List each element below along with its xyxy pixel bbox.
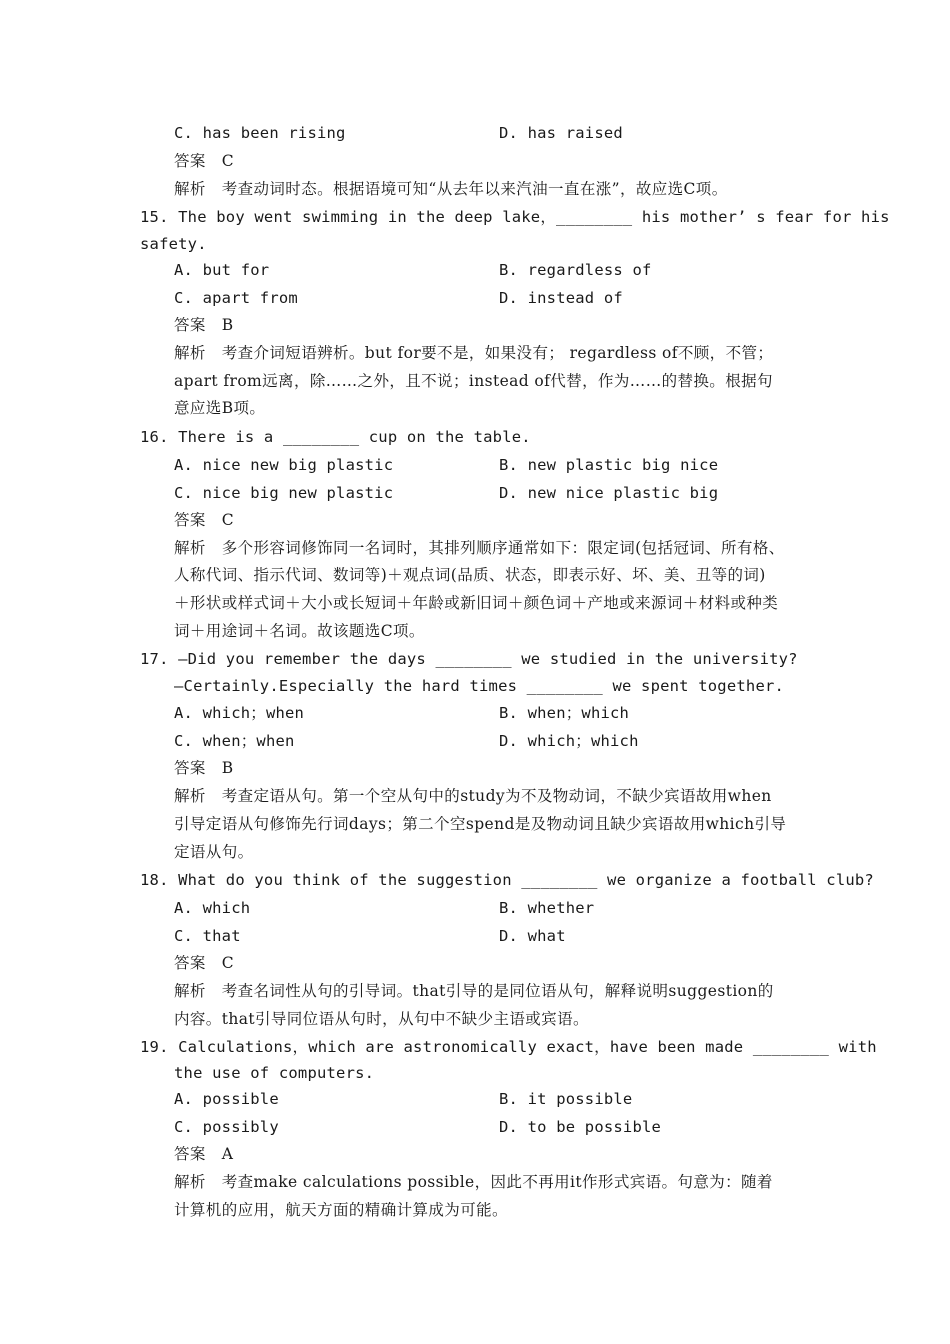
q16-analysis-line1: 解析 多个形容词修饰同一名词时，其排列顺序通常如下：限定词(包括冠词、所有格、 xyxy=(174,539,785,557)
q17-option-c: C. when；when xyxy=(174,732,295,750)
q16-analysis-line4: 词＋用途词＋名词。故该题选C项。 xyxy=(174,622,425,640)
q16-option-d: D. new nice plastic big xyxy=(499,484,719,502)
q15-stem-line1: 15. The boy went swimming in the deep lake，________ his mother’ s fear for his xyxy=(140,208,890,226)
q16-option-b: B. new plastic big nice xyxy=(499,456,719,474)
q15-analysis-line2: apart from远离，除……之外，且不说；instead of代替，作为……的替换。根据句 xyxy=(174,372,773,390)
q19-option-b: B. it possible xyxy=(499,1090,633,1108)
q15-analysis-line1: 解析 考查介词短语辨析。but for要不是，如果没有； regardless of不顾，不管； xyxy=(174,344,774,362)
q17-stem-line1: 17. —Did you remember the days ________ we studied in the university? xyxy=(140,650,798,668)
q17-analysis-line1: 解析 考查定语从句。第一个空从句中的study为不及物动词，不缺少宾语故用when xyxy=(174,787,772,805)
q18-analysis-line2: 内容。that引导同位语从句时，从句中不缺少主语或宾语。 xyxy=(174,1010,589,1028)
q19-analysis-line1: 解析 考查make calculations possible，因此不再用it作形式宾语。句意为：随着 xyxy=(174,1173,773,1191)
q15-analysis-line3: 意应选B项。 xyxy=(174,399,266,417)
q17-option-b: B. when；which xyxy=(499,704,630,722)
q18-option-a: A. which xyxy=(174,899,251,917)
q17-analysis-line2: 引导定语从句修饰先行词days；第二个空spend是及物动词且缺少宾语故用which引导 xyxy=(174,815,787,833)
q17-option-a: A. which；when xyxy=(174,704,305,722)
q18-option-b: B. whether xyxy=(499,899,595,917)
q18-option-c: C. that xyxy=(174,927,241,945)
q14-option-c: C. has been rising xyxy=(174,124,346,142)
q16-answer: 答案 C xyxy=(174,511,234,529)
q18-option-d: D. what xyxy=(499,927,566,945)
q15-option-a: A. but for xyxy=(174,261,270,279)
q15-option-d: D. instead of xyxy=(499,289,623,307)
q19-analysis-line2: 计算机的应用，航天方面的精确计算成为可能。 xyxy=(174,1201,508,1219)
q17-answer: 答案 B xyxy=(174,759,234,777)
q15-answer: 答案 B xyxy=(174,316,234,334)
q17-option-d: D. which；which xyxy=(499,732,639,750)
q19-stem-line2: the use of computers. xyxy=(174,1064,375,1082)
q15-option-b: B. regardless of xyxy=(499,261,652,279)
q18-answer: 答案 C xyxy=(174,954,234,972)
q19-option-c: C. possibly xyxy=(174,1118,279,1136)
q17-analysis-line3: 定语从句。 xyxy=(174,843,254,861)
q14-answer: 答案 C xyxy=(174,152,234,170)
q19-option-a: A. possible xyxy=(174,1090,279,1108)
q16-option-c: C. nice big new plastic xyxy=(174,484,394,502)
q16-analysis-line2: 人称代词、指示代词、数词等)＋观点词(品质、状态，即表示好、坏、美、丑等的词) xyxy=(174,566,766,584)
q14-option-d: D. has raised xyxy=(499,124,623,142)
q19-stem-line1: 19. Calculations，which are astronomically exact，have been made ________ with xyxy=(140,1038,877,1056)
q19-answer: 答案 A xyxy=(174,1145,234,1163)
q18-stem: 18. What do you think of the suggestion ________ we organize a football club? xyxy=(140,871,874,889)
q14-analysis: 解析 考查动词时态。根据语境可知“从去年以来汽油一直在涨”，故应选C项。 xyxy=(174,180,728,198)
q16-analysis-line3: ＋形状或样式词＋大小或长短词＋年龄或新旧词＋颜色词＋产地或来源词＋材料或种类 xyxy=(174,594,779,612)
q17-stem-line2: —Certainly.Especially the hard times ________ we spent together. xyxy=(174,677,785,695)
q16-option-a: A. nice new big plastic xyxy=(174,456,394,474)
q19-option-d: D. to be possible xyxy=(499,1118,662,1136)
q15-stem-line2: safety. xyxy=(140,235,207,253)
q15-option-c: C. apart from xyxy=(174,289,298,307)
q16-stem: 16. There is a ________ cup on the table. xyxy=(140,428,531,446)
q18-analysis-line1: 解析 考查名词性从句的引导词。that引导的是同位语从句，解释说明suggestion的 xyxy=(174,982,774,1000)
